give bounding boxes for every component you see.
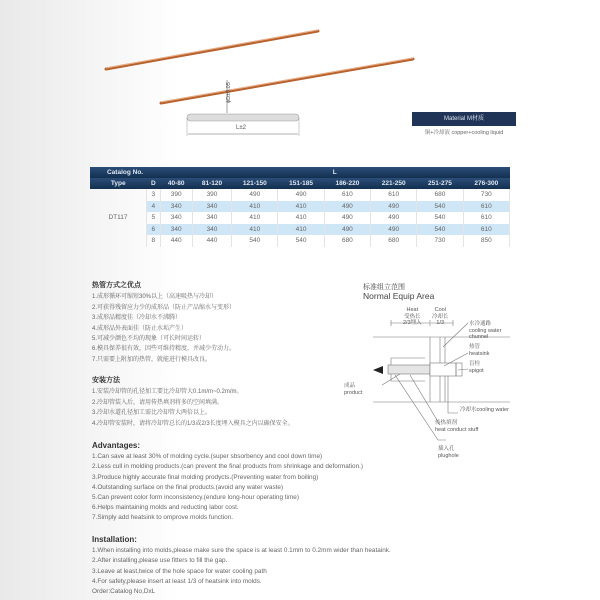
d-cell: 4: [146, 201, 160, 213]
list-item: 2.冷却管装入后，请用传热填剂将多的空间填满。: [92, 399, 224, 406]
heatsink-label: 热管 heatsink: [469, 344, 490, 357]
value-cell: 490: [371, 224, 417, 236]
value-cell: 440: [192, 235, 231, 247]
value-cell: 490: [324, 212, 370, 224]
range-header: 186-220: [324, 178, 370, 189]
value-cell: 540: [417, 201, 463, 213]
range-header: 151-185: [278, 178, 324, 189]
value-cell: 490: [371, 212, 417, 224]
value-cell: 390: [192, 189, 231, 201]
list-item: 4.成形品外表面佳（防止水垢产生）: [92, 325, 188, 332]
value-cell: 490: [232, 189, 278, 201]
list-item: 3.Leave at least,twice of the hole space for water cooling path: [92, 567, 267, 575]
type-cell: DT117: [90, 189, 146, 247]
advantages-title: Advantages:: [92, 441, 141, 450]
list-item: 7.Simply add heatsink to omprove molds function.: [92, 514, 234, 522]
value-cell: 610: [463, 212, 509, 224]
value-cell: 540: [278, 235, 324, 247]
table-row: [90, 189, 510, 201]
list-item: 5.Can prevent color form inconsistency.(endure long-hour operating time): [92, 494, 299, 502]
list-item: 5.可减少颜色不均的现象（可长时间运转）: [92, 336, 206, 343]
cool-label: Cool 冷却长 1/3: [432, 307, 449, 326]
material-header: Material M材质: [412, 112, 516, 126]
value-cell: 490: [278, 189, 324, 201]
heatpipe-rod-lower: [161, 58, 413, 103]
order-format: Order:Catalog No,DxL: [92, 588, 156, 596]
range-header: 276-300: [463, 178, 509, 189]
list-item: 2.可获得残留应力少的成形品（防止产品缩水与变形）: [92, 304, 236, 311]
list-item: 4.For safety,please insert at least 1/3 of heatsink into molds.: [92, 577, 262, 585]
value-cell: 540: [417, 212, 463, 224]
d-cell: 6: [146, 224, 160, 236]
range-header: 121-150: [232, 178, 278, 189]
range-header: 221-250: [371, 178, 417, 189]
value-cell: 340: [160, 201, 192, 213]
value-cell: 340: [192, 212, 231, 224]
value-cell: 410: [232, 212, 278, 224]
l-header: L: [160, 167, 509, 178]
table-row: [90, 224, 510, 236]
heat-conduct-label: 传热填剂 heat conduct stuff: [435, 420, 479, 433]
value-cell: 610: [371, 189, 417, 201]
list-item: 1.When installing into molds,please make sure the space is at least 0.1mm to 0.2mm wider than heataink.: [92, 547, 391, 555]
value-cell: 850: [463, 235, 509, 247]
list-item: 3.冷却水道孔径加工需比冷却管大两倍以上。: [92, 410, 212, 417]
installation-section: [92, 535, 391, 597]
value-cell: 410: [278, 224, 324, 236]
value-cell: 390: [160, 189, 192, 201]
value-cell: 340: [192, 201, 231, 213]
d-cell: 3: [146, 189, 160, 201]
installation-title: Installation:: [92, 535, 137, 544]
table-row: [90, 212, 510, 224]
value-cell: 490: [324, 224, 370, 236]
heat-label: Heat 受热长 2/3埋入: [403, 307, 422, 326]
value-cell: 410: [232, 224, 278, 236]
value-cell: 680: [417, 189, 463, 201]
cooling-water-label: 冷却水cooling water: [460, 407, 509, 413]
list-item: 1.成形循环可缩短30%以上（高速吸热与冷却）: [92, 294, 218, 301]
range-header: 40-80: [160, 178, 192, 189]
list-item: 7.只需要上附加的热管，就能进行模具改良。: [92, 356, 212, 363]
range-header: 251-275: [417, 178, 463, 189]
list-item: 4.Outstanding surface on the final products.(avoid any water waste): [92, 483, 284, 491]
value-cell: 490: [324, 201, 370, 213]
cn-advantages-section: [92, 281, 235, 365]
value-cell: 610: [463, 201, 509, 213]
value-cell: 340: [160, 212, 192, 224]
value-cell: 410: [278, 201, 324, 213]
list-item: 1.安装冷却管的孔径加工要比冷却管大0.1m/m~0.2m/m。: [92, 389, 243, 396]
list-item: 3.Produce highly accurate final molding prodycts.(Preventing water from boiling): [92, 473, 319, 481]
cn-install-title: 安装方法: [92, 377, 120, 384]
material-value: 铜+冷却液 copper+cooling liquid: [424, 130, 504, 136]
value-cell: 680: [371, 235, 417, 247]
list-item: 1.Can save at least 30% of molding cycle.(super sbsorbency and cool down time): [92, 453, 323, 461]
list-item: 6.Helps maintaining molds and reducting labor cost.: [92, 504, 239, 512]
list-item: 4.冷却管安装时，请将冷却管总长的1/3或2/3长度埋入模具之内以确保安全。: [92, 420, 294, 427]
list-item: 3.成形品精度佳（冷却水不沸腾）: [92, 315, 182, 322]
catalog-table: [90, 167, 510, 247]
value-cell: 680: [324, 235, 370, 247]
d-cell: 5: [146, 212, 160, 224]
value-cell: 340: [160, 224, 192, 236]
spigot-label: 盲栓 spigot: [469, 361, 484, 374]
catalog-header: Catalog No.: [90, 167, 160, 178]
equip-title-en: Normal Equip Area: [363, 291, 435, 301]
cn-advantages-title: 热管方式之优点: [92, 282, 141, 289]
list-item: 6.模具保养很有效，因些可维持精度，并减少劳动力。: [92, 346, 236, 353]
value-cell: 610: [463, 224, 509, 236]
table-row: [90, 235, 510, 247]
value-cell: 540: [417, 224, 463, 236]
equip-title-cn: 标准组立范围: [363, 284, 405, 291]
heatpipe-rod-upper: [106, 30, 318, 69]
value-cell: 440: [160, 235, 192, 247]
value-cell: 340: [192, 224, 231, 236]
length-label: L±2: [236, 125, 246, 131]
list-item: 2.After installing,please use fitters to fill the gap.: [92, 557, 228, 565]
value-cell: 730: [417, 235, 463, 247]
channel-label: 水冷通路 cooling water chunnel: [469, 321, 502, 340]
plughole-label: 插入孔 plughole: [438, 446, 459, 459]
value-cell: 610: [324, 189, 370, 201]
heatpipe-illustration: [0, 0, 600, 160]
value-cell: 540: [232, 235, 278, 247]
value-cell: 730: [463, 189, 509, 201]
range-header: 81-120: [192, 178, 231, 189]
list-item: 2.Less cull in molding products.(can prevent the final products from shrinkage and deformation.): [92, 463, 364, 471]
type-header: Type: [90, 178, 146, 189]
value-cell: 410: [278, 212, 324, 224]
diameter-label: ϕD±0.05: [226, 82, 232, 103]
d-cell: 8: [146, 235, 160, 247]
value-cell: 490: [371, 201, 417, 213]
cn-install-section: [92, 376, 294, 429]
table-row: [90, 201, 510, 213]
product-label: 成品 product: [344, 383, 363, 396]
value-cell: 410: [232, 201, 278, 213]
d-header: D: [146, 178, 160, 189]
advantages-section: [92, 441, 363, 524]
